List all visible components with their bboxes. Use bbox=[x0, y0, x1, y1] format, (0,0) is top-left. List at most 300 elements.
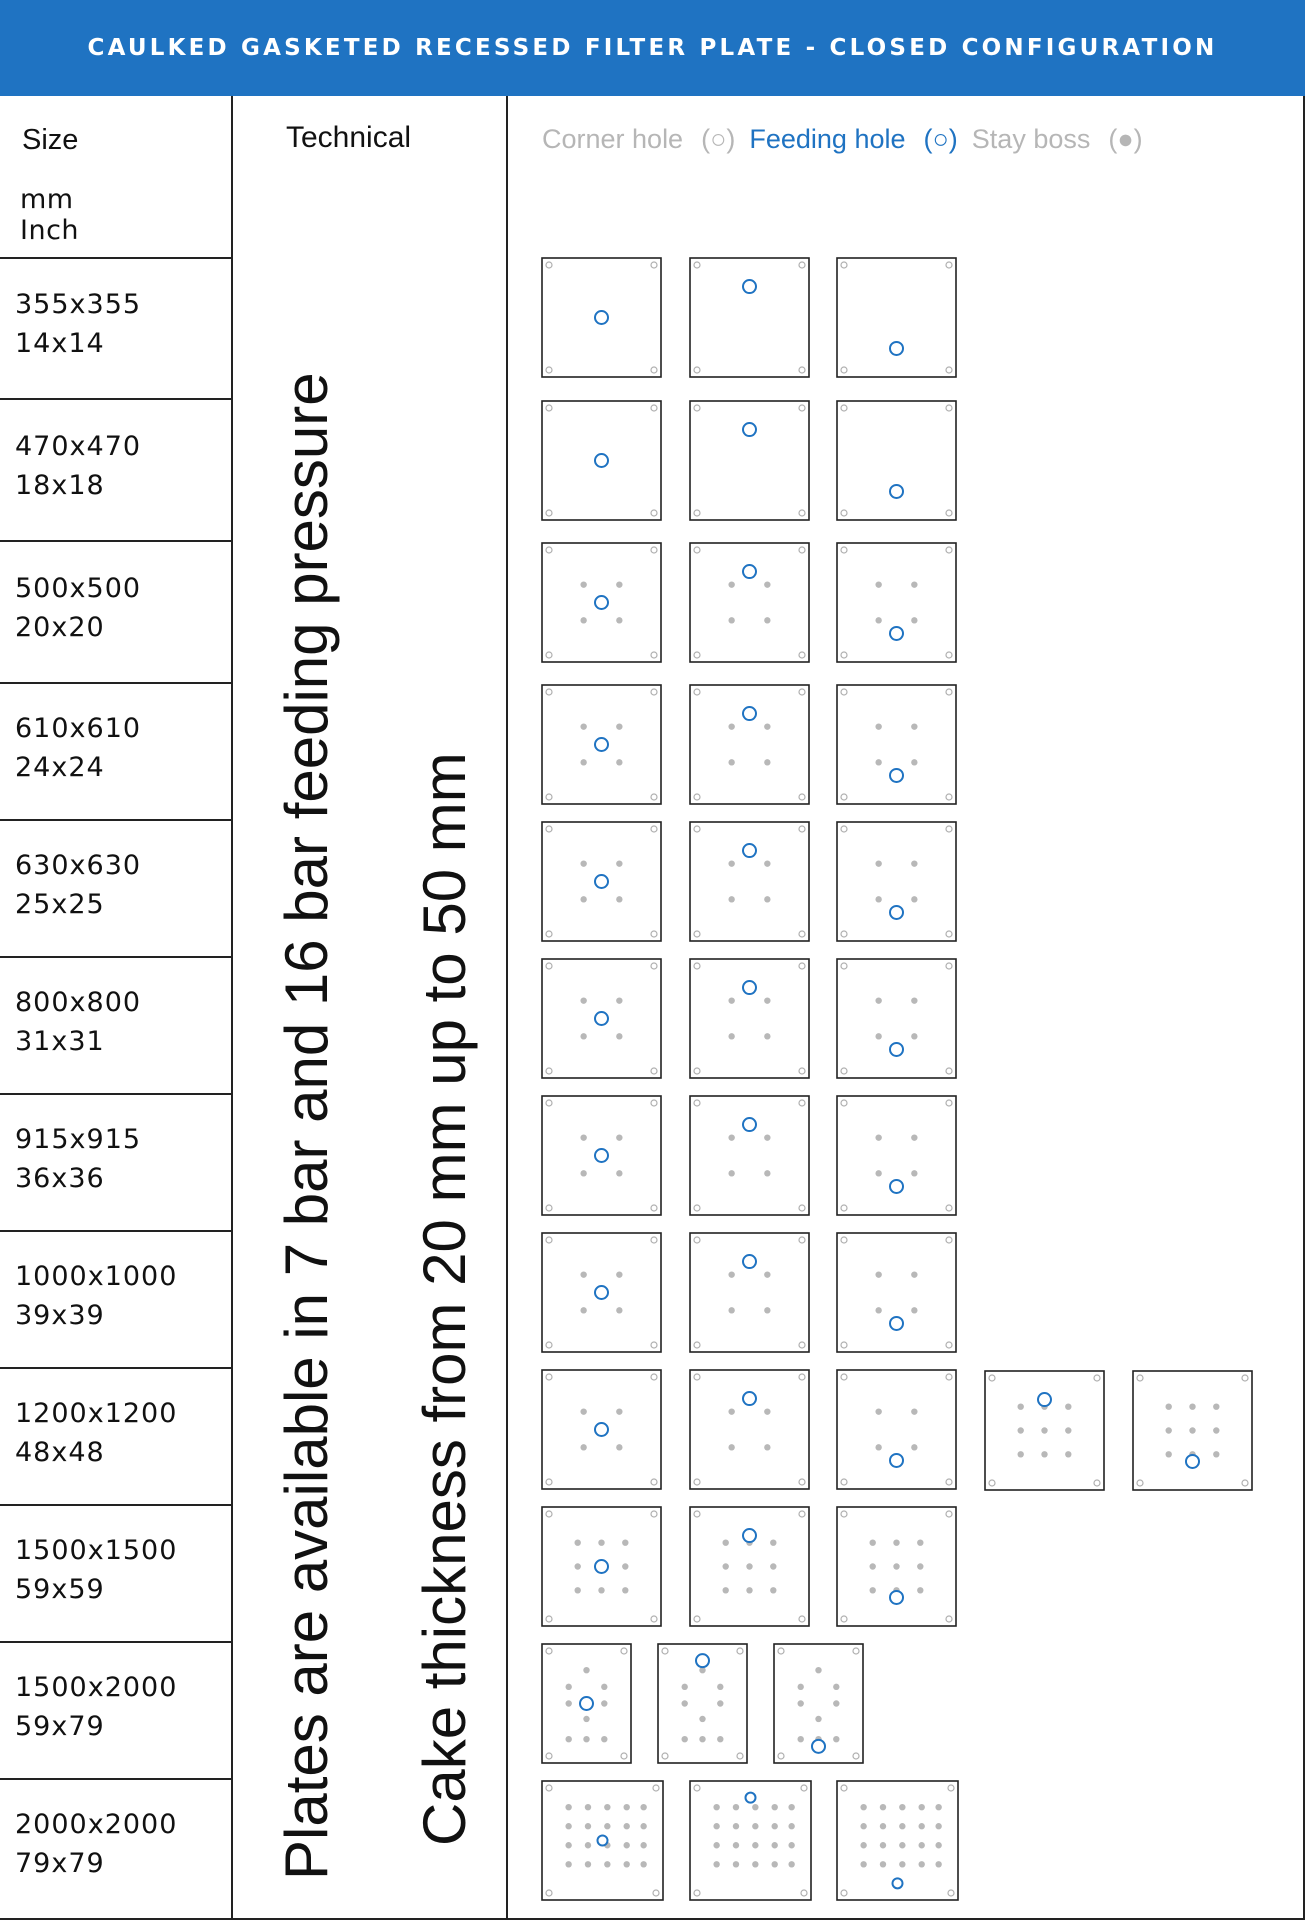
stay-boss-icon bbox=[682, 1684, 688, 1690]
stay-boss-icon bbox=[640, 1842, 646, 1848]
stay-boss-icon bbox=[604, 1823, 610, 1829]
stay-boss-icon bbox=[917, 1540, 923, 1546]
stay-boss-icon bbox=[919, 1804, 925, 1810]
plate-outline bbox=[837, 1096, 956, 1215]
plate-diagram bbox=[542, 959, 661, 1078]
plate-diagram bbox=[690, 822, 809, 941]
stay-boss-icon bbox=[640, 1804, 646, 1810]
stay-boss-icon bbox=[1065, 1404, 1071, 1410]
stay-boss-icon bbox=[772, 1842, 778, 1848]
stay-boss-icon bbox=[764, 759, 770, 765]
stay-boss-icon bbox=[622, 1540, 628, 1546]
stay-boss-icon bbox=[624, 1861, 630, 1867]
stay-boss-icon bbox=[770, 1563, 776, 1569]
size-inch: 20x20 bbox=[15, 612, 105, 643]
stay-boss-icon bbox=[580, 1408, 586, 1414]
stay-boss-icon bbox=[746, 1563, 752, 1569]
stay-boss-icon bbox=[764, 723, 770, 729]
plate-diagram bbox=[837, 401, 956, 520]
stay-boss-icon bbox=[1213, 1451, 1219, 1457]
stay-boss-icon bbox=[875, 759, 881, 765]
plate-diagram bbox=[658, 1644, 747, 1763]
stay-boss-icon bbox=[580, 896, 586, 902]
size-mm: 915x915 bbox=[15, 1123, 142, 1155]
plate-diagram bbox=[542, 543, 661, 662]
stay-boss-icon bbox=[699, 1716, 705, 1722]
stay-boss-icon bbox=[935, 1823, 941, 1829]
stay-boss-icon bbox=[1189, 1404, 1195, 1410]
plate-outline bbox=[837, 258, 956, 377]
feeding-hole-icon bbox=[1186, 1455, 1199, 1468]
stay-boss-icon bbox=[875, 581, 881, 587]
stay-boss-icon bbox=[580, 1444, 586, 1450]
stay-boss-icon bbox=[911, 1408, 917, 1414]
stay-boss-icon bbox=[717, 1700, 723, 1706]
stay-boss-icon bbox=[1213, 1404, 1219, 1410]
stay-boss-icon bbox=[880, 1804, 886, 1810]
technical-note-cake-thickness: Cake thickness from 20 mm up to 50 mm bbox=[411, 752, 478, 1846]
plate-diagram bbox=[985, 1371, 1104, 1490]
plate-outline bbox=[837, 543, 956, 662]
stay-boss-icon bbox=[713, 1861, 719, 1867]
legend-feeding-hole-label: Feeding hole bbox=[749, 124, 906, 154]
stay-boss-icon bbox=[899, 1842, 905, 1848]
stay-boss-icon bbox=[772, 1823, 778, 1829]
plate-diagram bbox=[837, 1507, 956, 1626]
stay-boss-icon bbox=[699, 1736, 705, 1742]
stay-boss-icon bbox=[798, 1736, 804, 1742]
stay-boss-icon bbox=[601, 1684, 607, 1690]
plate-outline bbox=[837, 822, 956, 941]
size-inch: 14x14 bbox=[15, 327, 105, 359]
stay-boss-icon bbox=[616, 1444, 622, 1450]
stay-boss-icon bbox=[733, 1804, 739, 1810]
feeding-hole-icon bbox=[743, 1529, 756, 1542]
size-inch: 39x39 bbox=[15, 1299, 105, 1331]
stay-boss-icon bbox=[764, 1444, 770, 1450]
size-inch: 59x59 bbox=[15, 1573, 105, 1605]
stay-boss-icon bbox=[624, 1823, 630, 1829]
stay-boss-icon bbox=[911, 997, 917, 1003]
stay-boss-icon bbox=[1166, 1451, 1172, 1457]
plate-outline bbox=[837, 959, 956, 1078]
stay-boss-icon bbox=[682, 1700, 688, 1706]
feeding-hole-icon bbox=[595, 1012, 608, 1025]
stay-boss-icon bbox=[580, 723, 586, 729]
stay-boss-icon bbox=[713, 1804, 719, 1810]
stay-boss-icon bbox=[880, 1861, 886, 1867]
feeding-hole-icon bbox=[598, 1836, 608, 1846]
feeding-hole-icon bbox=[743, 1255, 756, 1268]
stay-boss-icon bbox=[601, 1736, 607, 1742]
stay-boss-icon bbox=[616, 581, 622, 587]
stay-boss-icon bbox=[899, 1804, 905, 1810]
feeding-hole-icon bbox=[743, 565, 756, 578]
stay-boss-icon bbox=[770, 1540, 776, 1546]
legend-stay-boss-symbol: (●) bbox=[1108, 124, 1143, 154]
stay-boss-icon bbox=[733, 1823, 739, 1829]
stay-boss-icon bbox=[919, 1842, 925, 1848]
stay-boss-icon bbox=[870, 1563, 876, 1569]
feeding-hole-icon bbox=[1038, 1393, 1051, 1406]
stay-boss-icon bbox=[875, 1170, 881, 1176]
stay-boss-icon bbox=[860, 1804, 866, 1810]
plate-diagram bbox=[690, 1507, 809, 1626]
stay-boss-icon bbox=[717, 1684, 723, 1690]
stay-boss-icon bbox=[616, 1134, 622, 1140]
plate-diagram bbox=[542, 822, 661, 941]
plate-diagram bbox=[542, 1233, 661, 1352]
stay-boss-icon bbox=[585, 1804, 591, 1810]
stay-boss-icon bbox=[728, 617, 734, 623]
stay-boss-icon bbox=[580, 581, 586, 587]
plate-diagram bbox=[542, 1096, 661, 1215]
stay-boss-icon bbox=[870, 1587, 876, 1593]
stay-boss-icon bbox=[1041, 1451, 1047, 1457]
plate-diagram bbox=[690, 258, 809, 377]
stay-boss-icon bbox=[911, 1271, 917, 1277]
size-inch: 59x79 bbox=[15, 1710, 105, 1742]
stay-boss-icon bbox=[713, 1823, 719, 1829]
size-mm: 1200x1200 bbox=[15, 1397, 178, 1429]
stay-boss-icon bbox=[575, 1540, 581, 1546]
stay-boss-icon bbox=[616, 1170, 622, 1176]
stay-boss-icon bbox=[1065, 1427, 1071, 1433]
stay-boss-icon bbox=[728, 1444, 734, 1450]
stay-boss-icon bbox=[875, 1271, 881, 1277]
stay-boss-icon bbox=[585, 1842, 591, 1848]
size-inch: 31x31 bbox=[15, 1025, 105, 1057]
size-mm: 630x630 bbox=[15, 849, 142, 881]
stay-boss-icon bbox=[598, 1587, 604, 1593]
plate-diagram bbox=[542, 1370, 661, 1489]
stay-boss-icon bbox=[728, 860, 734, 866]
stay-boss-icon bbox=[875, 896, 881, 902]
stay-boss-icon bbox=[911, 1170, 917, 1176]
legend-feeding-hole-symbol: (○) bbox=[923, 124, 958, 154]
stay-boss-icon bbox=[917, 1587, 923, 1593]
stay-boss-icon bbox=[935, 1861, 941, 1867]
plate-outline bbox=[837, 1370, 956, 1489]
stay-boss-icon bbox=[585, 1823, 591, 1829]
stay-boss-icon bbox=[565, 1804, 571, 1810]
plate-outline bbox=[690, 543, 809, 662]
plate-diagram bbox=[690, 1781, 811, 1900]
feeding-hole-icon bbox=[890, 1180, 903, 1193]
stay-boss-icon bbox=[935, 1804, 941, 1810]
feeding-hole-icon bbox=[743, 981, 756, 994]
feeding-hole-icon bbox=[890, 1591, 903, 1604]
plate-outline bbox=[690, 822, 809, 941]
plate-diagram bbox=[837, 1096, 956, 1215]
stay-boss-icon bbox=[893, 1540, 899, 1546]
stay-boss-icon bbox=[604, 1804, 610, 1810]
stay-boss-icon bbox=[566, 1736, 572, 1742]
legend-corner-hole-symbol: (○) bbox=[701, 124, 736, 154]
stay-boss-icon bbox=[746, 1587, 752, 1593]
stay-boss-icon bbox=[1213, 1427, 1219, 1433]
stay-boss-icon bbox=[1018, 1427, 1024, 1433]
stay-boss-icon bbox=[919, 1861, 925, 1867]
stay-boss-icon bbox=[752, 1823, 758, 1829]
feeding-hole-icon bbox=[890, 1043, 903, 1056]
stay-boss-icon bbox=[723, 1587, 729, 1593]
size-mm: 1500x1500 bbox=[15, 1534, 178, 1566]
stay-boss-icon bbox=[772, 1804, 778, 1810]
feeding-hole-icon bbox=[595, 311, 608, 324]
feeding-hole-icon bbox=[595, 738, 608, 751]
stay-boss-icon bbox=[583, 1667, 589, 1673]
stay-boss-icon bbox=[770, 1587, 776, 1593]
feeding-hole-icon bbox=[595, 1423, 608, 1436]
stay-boss-icon bbox=[764, 1408, 770, 1414]
stay-boss-icon bbox=[640, 1861, 646, 1867]
stay-boss-icon bbox=[565, 1861, 571, 1867]
stay-boss-icon bbox=[622, 1563, 628, 1569]
plate-diagram bbox=[690, 1233, 809, 1352]
stay-boss-icon bbox=[580, 1134, 586, 1140]
stay-boss-icon bbox=[616, 997, 622, 1003]
legend-stay-boss-label: Stay boss bbox=[971, 124, 1091, 154]
feeding-hole-icon bbox=[743, 1118, 756, 1131]
plate-diagram bbox=[542, 685, 661, 804]
stay-boss-icon bbox=[728, 1271, 734, 1277]
stay-boss-icon bbox=[764, 997, 770, 1003]
feeding-hole-icon bbox=[890, 1454, 903, 1467]
stay-boss-icon bbox=[875, 1408, 881, 1414]
plate-diagram bbox=[837, 822, 956, 941]
feeding-hole-icon bbox=[893, 1878, 903, 1888]
size-inch: 79x79 bbox=[15, 1848, 105, 1879]
plate-diagram bbox=[837, 543, 956, 662]
stay-boss-icon bbox=[682, 1736, 688, 1742]
stay-boss-icon bbox=[601, 1700, 607, 1706]
stay-boss-icon bbox=[566, 1684, 572, 1690]
stay-boss-icon bbox=[723, 1563, 729, 1569]
stay-boss-icon bbox=[764, 1134, 770, 1140]
stay-boss-icon bbox=[772, 1861, 778, 1867]
stay-boss-icon bbox=[815, 1716, 821, 1722]
plate-diagram bbox=[690, 685, 809, 804]
stay-boss-icon bbox=[733, 1861, 739, 1867]
size-mm: 1500x2000 bbox=[15, 1671, 178, 1703]
size-mm: 800x800 bbox=[15, 986, 142, 1018]
size-mm: 610x610 bbox=[15, 712, 142, 744]
stay-boss-icon bbox=[833, 1684, 839, 1690]
feeding-hole-icon bbox=[743, 423, 756, 436]
stay-boss-icon bbox=[616, 1033, 622, 1039]
size-inch: 25x25 bbox=[15, 888, 105, 920]
stay-boss-icon bbox=[893, 1563, 899, 1569]
stay-boss-icon bbox=[764, 1271, 770, 1277]
legend-corner-hole-label: Corner hole bbox=[542, 124, 684, 154]
stay-boss-icon bbox=[911, 860, 917, 866]
plate-diagram bbox=[837, 258, 956, 377]
size-mm: 500x500 bbox=[15, 573, 142, 604]
stay-boss-icon bbox=[788, 1823, 794, 1829]
stay-boss-icon bbox=[728, 1033, 734, 1039]
stay-boss-icon bbox=[565, 1842, 571, 1848]
stay-boss-icon bbox=[911, 1134, 917, 1140]
stay-boss-icon bbox=[616, 1408, 622, 1414]
stay-boss-icon bbox=[728, 1408, 734, 1414]
stay-boss-icon bbox=[575, 1563, 581, 1569]
stay-boss-icon bbox=[566, 1700, 572, 1706]
stay-boss-icon bbox=[728, 1307, 734, 1313]
size-mm: 355x355 bbox=[15, 288, 142, 320]
stay-boss-icon bbox=[580, 860, 586, 866]
stay-boss-icon bbox=[764, 617, 770, 623]
stay-boss-icon bbox=[764, 860, 770, 866]
stay-boss-icon bbox=[815, 1667, 821, 1673]
stay-boss-icon bbox=[911, 1033, 917, 1039]
stay-boss-icon bbox=[911, 896, 917, 902]
size-column-title: Size bbox=[22, 124, 79, 156]
page-title: CAULKED GASKETED RECESSED FILTER PLATE - CLOSED CONFIGURATION bbox=[87, 35, 1218, 61]
stay-boss-icon bbox=[788, 1804, 794, 1810]
stay-boss-icon bbox=[875, 1444, 881, 1450]
feeding-hole-icon bbox=[595, 454, 608, 467]
plate-outline bbox=[690, 685, 809, 804]
stay-boss-icon bbox=[728, 896, 734, 902]
stay-boss-icon bbox=[1041, 1427, 1047, 1433]
size-mm: 470x470 bbox=[15, 431, 142, 462]
stay-boss-icon bbox=[728, 581, 734, 587]
stay-boss-icon bbox=[875, 1134, 881, 1140]
stay-boss-icon bbox=[616, 1307, 622, 1313]
stay-boss-icon bbox=[788, 1861, 794, 1867]
feeding-hole-icon bbox=[595, 1560, 608, 1573]
stay-boss-icon bbox=[583, 1716, 589, 1722]
stay-boss-icon bbox=[585, 1861, 591, 1867]
plate-outline bbox=[837, 685, 956, 804]
stay-boss-icon bbox=[1166, 1427, 1172, 1433]
stay-boss-icon bbox=[911, 1307, 917, 1313]
stay-boss-icon bbox=[1065, 1451, 1071, 1457]
stay-boss-icon bbox=[752, 1804, 758, 1810]
stay-boss-icon bbox=[875, 1307, 881, 1313]
feeding-hole-icon bbox=[595, 875, 608, 888]
stay-boss-icon bbox=[752, 1861, 758, 1867]
stay-boss-icon bbox=[616, 896, 622, 902]
stay-boss-icon bbox=[565, 1823, 571, 1829]
stay-boss-icon bbox=[616, 723, 622, 729]
stay-boss-icon bbox=[580, 1307, 586, 1313]
stay-boss-icon bbox=[717, 1736, 723, 1742]
stay-boss-icon bbox=[728, 759, 734, 765]
stay-boss-icon bbox=[1018, 1404, 1024, 1410]
stay-boss-icon bbox=[911, 723, 917, 729]
stay-boss-icon bbox=[875, 723, 881, 729]
feeding-hole-icon bbox=[743, 844, 756, 857]
stay-boss-icon bbox=[713, 1842, 719, 1848]
stay-boss-icon bbox=[833, 1736, 839, 1742]
plate-diagram bbox=[690, 1096, 809, 1215]
feeding-hole-icon bbox=[890, 906, 903, 919]
feeding-hole-icon bbox=[595, 1286, 608, 1299]
stay-boss-icon bbox=[580, 1271, 586, 1277]
stay-boss-icon bbox=[604, 1861, 610, 1867]
feeding-hole-icon bbox=[890, 627, 903, 640]
size-inch: 48x48 bbox=[15, 1436, 105, 1468]
plate-outline bbox=[690, 258, 809, 377]
stay-boss-icon bbox=[580, 617, 586, 623]
stay-boss-icon bbox=[880, 1842, 886, 1848]
plate-outline bbox=[690, 401, 809, 520]
stay-boss-icon bbox=[875, 997, 881, 1003]
stay-boss-icon bbox=[580, 759, 586, 765]
size-inch: 18x18 bbox=[15, 470, 105, 501]
plate-diagram bbox=[837, 685, 956, 804]
stay-boss-icon bbox=[911, 581, 917, 587]
stay-boss-icon bbox=[723, 1540, 729, 1546]
feeding-hole-icon bbox=[746, 1793, 756, 1803]
technical-note-pressure: Plates are available in 7 bar and 16 bar feeding pressure bbox=[273, 372, 340, 1880]
stay-boss-icon bbox=[580, 1033, 586, 1039]
stay-boss-icon bbox=[860, 1861, 866, 1867]
plate-outline bbox=[690, 959, 809, 1078]
plate-diagram bbox=[542, 258, 661, 377]
stay-boss-icon bbox=[764, 1307, 770, 1313]
stay-boss-icon bbox=[870, 1540, 876, 1546]
stay-boss-icon bbox=[798, 1684, 804, 1690]
stay-boss-icon bbox=[575, 1587, 581, 1593]
stay-boss-icon bbox=[583, 1736, 589, 1742]
stay-boss-icon bbox=[764, 896, 770, 902]
plate-diagram bbox=[542, 401, 661, 520]
plate-outline bbox=[837, 1233, 956, 1352]
stay-boss-icon bbox=[1189, 1427, 1195, 1433]
plate-outline bbox=[690, 1370, 809, 1489]
stay-boss-icon bbox=[616, 1271, 622, 1277]
feeding-hole-icon bbox=[743, 1392, 756, 1405]
stay-boss-icon bbox=[728, 723, 734, 729]
stay-boss-icon bbox=[616, 617, 622, 623]
plate-diagram bbox=[542, 1644, 631, 1763]
size-mm: 1000x1000 bbox=[15, 1260, 178, 1292]
stay-boss-icon bbox=[911, 1444, 917, 1450]
plate-diagram bbox=[1133, 1371, 1252, 1490]
feeding-hole-icon bbox=[595, 1149, 608, 1162]
plate-diagram bbox=[690, 1370, 809, 1489]
stay-boss-icon bbox=[764, 581, 770, 587]
stay-boss-icon bbox=[624, 1842, 630, 1848]
stay-boss-icon bbox=[833, 1700, 839, 1706]
stay-boss-icon bbox=[875, 860, 881, 866]
plate-diagram bbox=[542, 1507, 661, 1626]
stay-boss-icon bbox=[580, 1170, 586, 1176]
plate-diagram bbox=[690, 543, 809, 662]
unit-mm: mm bbox=[20, 184, 74, 215]
feeding-hole-icon bbox=[890, 342, 903, 355]
feeding-hole-icon bbox=[890, 769, 903, 782]
stay-boss-icon bbox=[875, 1033, 881, 1039]
stay-boss-icon bbox=[935, 1842, 941, 1848]
feeding-hole-icon bbox=[812, 1740, 825, 1753]
stay-boss-icon bbox=[752, 1842, 758, 1848]
technical-column-title: Technical bbox=[286, 121, 412, 154]
plate-diagram bbox=[837, 1781, 958, 1900]
stay-boss-icon bbox=[911, 617, 917, 623]
size-inch: 24x24 bbox=[15, 751, 105, 783]
stay-boss-icon bbox=[580, 997, 586, 1003]
feeding-hole-icon bbox=[890, 1317, 903, 1330]
stay-boss-icon bbox=[640, 1823, 646, 1829]
size-inch: 36x36 bbox=[15, 1162, 105, 1194]
stay-boss-icon bbox=[911, 759, 917, 765]
stay-boss-icon bbox=[899, 1823, 905, 1829]
plate-outline bbox=[690, 1096, 809, 1215]
